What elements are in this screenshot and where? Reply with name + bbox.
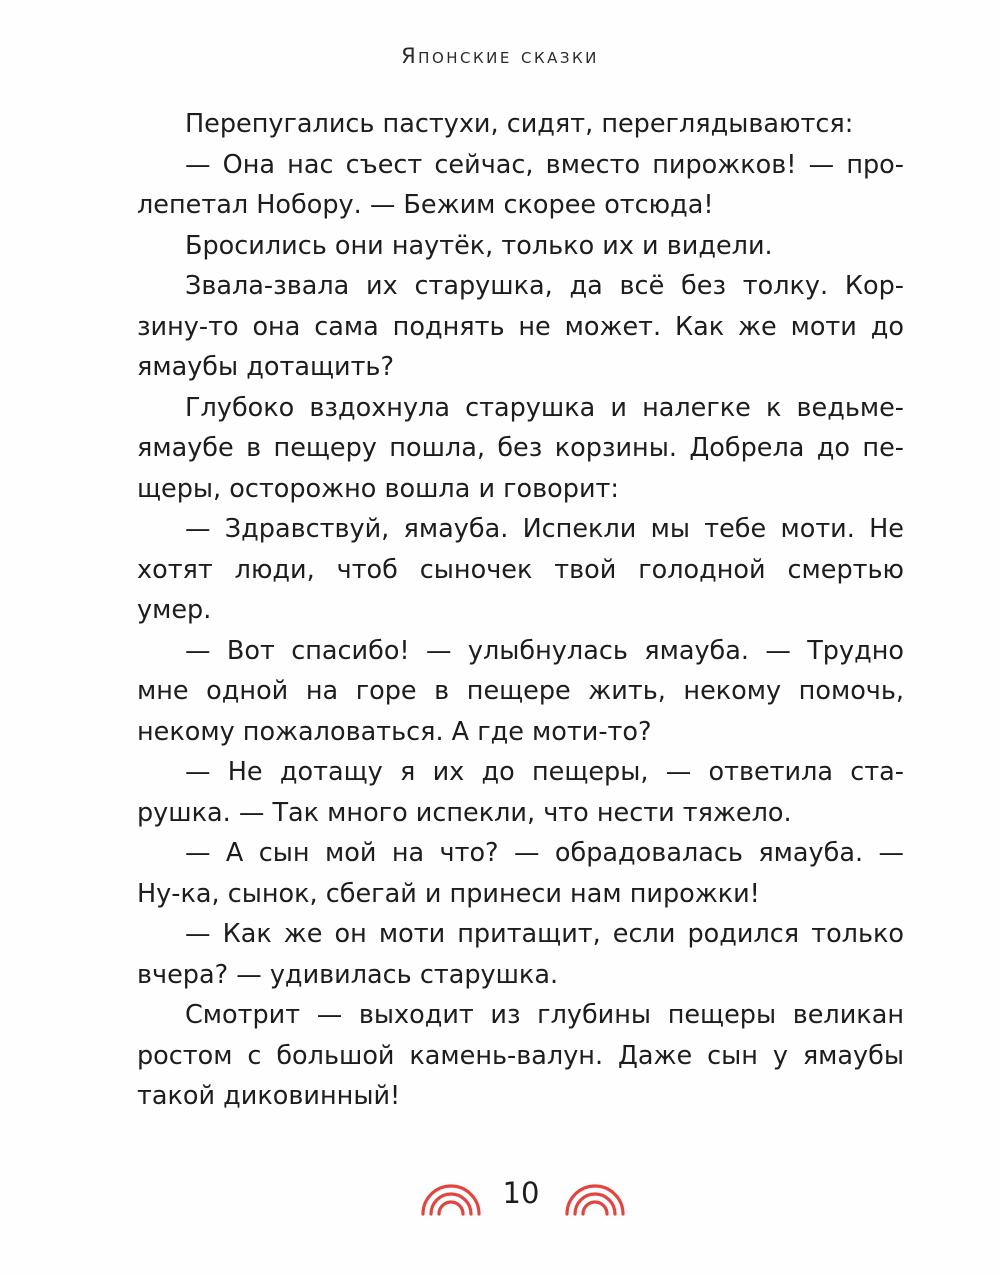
- rainbow-ornament-icon: [563, 1176, 627, 1216]
- text-line: Бросились они наутёк, только их и видели.: [185, 230, 773, 261]
- text-line: — Вот спасибо! — улыбнулась ямауба. — Трудно: [185, 635, 904, 666]
- text-line: умер.: [137, 595, 212, 625]
- text-line: лепетал Нобору. — Бежим скорее отсюда!: [137, 190, 714, 220]
- text-line: Перепугались пастухи, сидят, переглядываются:: [185, 109, 854, 139]
- text-line: ямаубы дотащить?: [137, 352, 394, 382]
- text-line: — Здравствуй, ямауба. Испекли мы тебе моти. Не: [185, 514, 904, 544]
- text-line: — А сын мой на что? — обрадовалась ямауба. —: [185, 838, 904, 868]
- text-line: вчера? — удивилась старушка.: [137, 959, 559, 990]
- text-line: Глубоко вздохнула старушка и налегке к ведьме-: [185, 392, 904, 423]
- text-line: такой диковинный!: [137, 1081, 401, 1111]
- text-line: ростом с большой камень-валун. Даже сын у ямаубы: [137, 1040, 904, 1071]
- text-line: Звала-звала их старушка, да всё без толку. Кор-: [185, 271, 904, 301]
- text-line: хотят люди, чтоб сыночек твой голодной смертью: [137, 554, 904, 585]
- running-header: Японские сказки: [401, 44, 599, 68]
- rainbow-ornament-icon: [419, 1176, 483, 1216]
- story-text: [137, 104, 904, 1117]
- text-line: — Не дотащу я их до пещеры, — ответила ста-: [185, 757, 904, 787]
- text-line: — Она нас съест сейчас, вместо пирожков! — про-: [185, 149, 904, 180]
- text-line: некому пожаловаться. А где моти-то?: [137, 716, 652, 747]
- text-line: рушка. — Так много испекли, что нести тяжело.: [137, 797, 792, 828]
- text-line: мне одной на горе в пещере жить, некому помочь,: [137, 676, 904, 706]
- text-line: щеры, осторожно вошла и говорит:: [137, 473, 619, 504]
- text-line: зину-то она сама поднять не может. Как же моти до: [137, 311, 904, 342]
- page-number: 10: [502, 1176, 540, 1210]
- page-footer: [0, 1172, 1000, 1222]
- text-line: ямаубе в пещеру пошла, без корзины. Добрела до пе-: [137, 433, 904, 463]
- text-line: Ну-ка, сынок, сбегай и принеси нам пирожки!: [137, 878, 760, 909]
- text-line: Смотрит — выходит из глубины пещеры великан: [185, 1000, 904, 1030]
- text-line: — Как же он моти притащит, если родился только: [185, 919, 904, 949]
